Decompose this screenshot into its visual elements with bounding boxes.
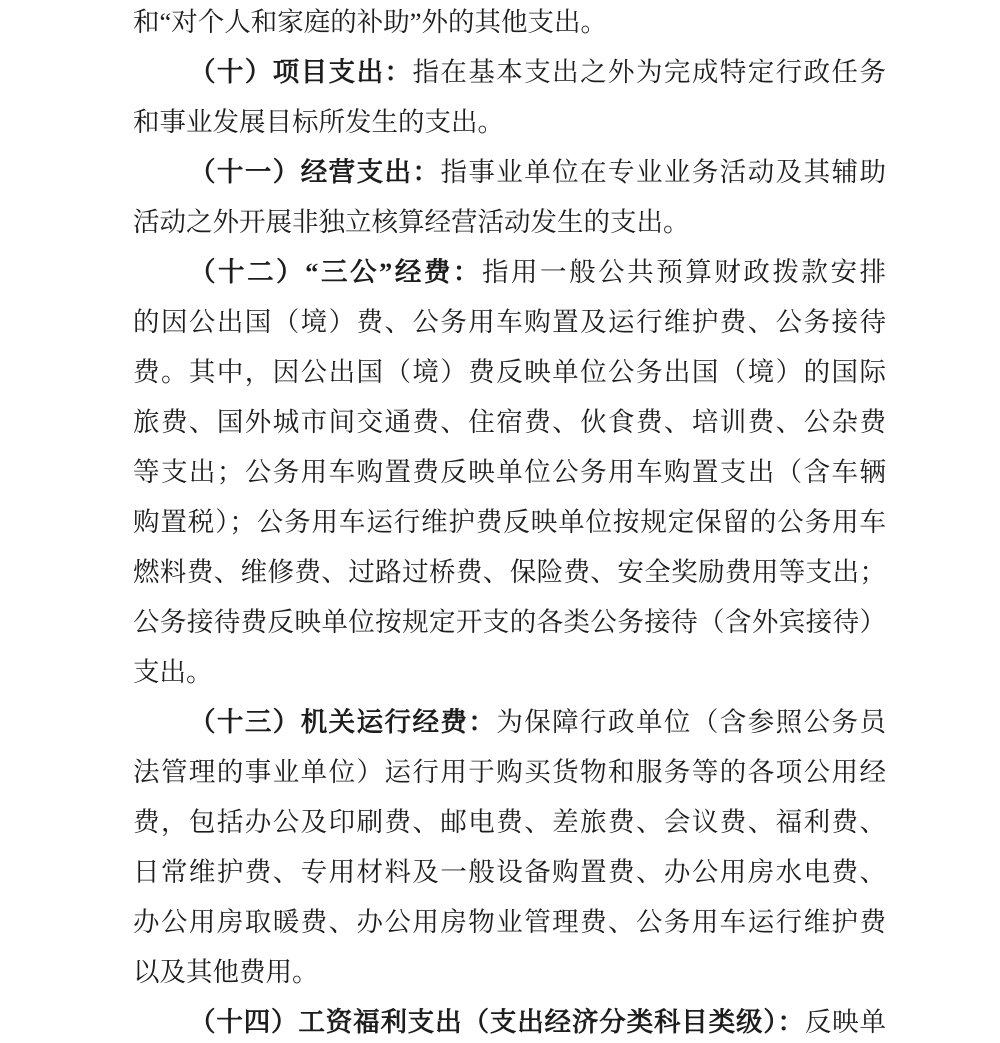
text-line: [133, 347, 886, 397]
body-text-segment: 燃料费、维修费、过路过桥费、保险费、安全奖励费用等支出；: [133, 557, 886, 587]
text-line: [133, 947, 886, 997]
body-text-segment: 购置税）；公务用车运行维护费反映单位按规定保留的公务用车: [133, 507, 886, 537]
body-text-segment: 以及其他费用。: [133, 957, 319, 987]
text-line: [133, 147, 886, 197]
body-text-segment: 的因公出国（境）费、公务用车购置及运行维护费、公务接待: [133, 307, 886, 337]
text-line: [133, 547, 886, 597]
body-text-segment: 指用一般公共预算财政拨款安排: [481, 257, 887, 287]
body-text-segment: 公务接待费反映单位按规定开支的各类公务接待（含外宾接待）: [133, 607, 886, 637]
text-line: [133, 847, 886, 897]
body-text-segment: 日常维护费、专用材料及一般设备购置费、办公用房水电费、: [133, 857, 886, 887]
text-line: [133, 47, 886, 97]
text-line: [133, 197, 886, 247]
section-heading-segment: （十一）经营支出：: [189, 157, 441, 187]
body-text-segment: 旅费、国外城市间交通费、住宿费、伙食费、培训费、公杂费: [133, 407, 886, 437]
section-heading-segment: （十二）“三公”经费：: [189, 257, 482, 287]
body-text-segment: 费。其中，因公出国（境）费反映单位公务出国（境）的国际: [133, 357, 886, 387]
body-text-segment: 指事业单位在专业业务活动及其辅助: [440, 157, 886, 187]
body-text-segment: 支出。: [133, 657, 213, 687]
body-text-segment: 活动之外开展非独立核算经营活动发生的支出。: [133, 207, 690, 237]
body-text-segment: 法管理的事业单位）运行用于购买货物和服务等的各项公用经: [133, 757, 886, 787]
body-text-segment: 为保障行政单位（含参照公务员: [496, 707, 886, 737]
section-heading-segment: （十四）工资福利支出（支出经济分类科目类级）：: [189, 1007, 805, 1037]
text-line: [133, 447, 886, 497]
text-line: [133, 97, 886, 147]
body-text-segment: 办公用房取暖费、办公用房物业管理费、公务用车运行维护费: [133, 907, 886, 937]
text-line: [133, 797, 886, 847]
text-line: [133, 247, 886, 297]
section-heading-segment: （十三）机关运行经费：: [189, 707, 497, 737]
text-line: [133, 647, 886, 697]
text-line: [133, 997, 886, 1043]
body-text-segment: 和事业发展目标所发生的支出。: [133, 107, 504, 137]
text-line: [133, 397, 886, 447]
body-text-segment: 指在基本支出之外为完成特定行政任务: [412, 57, 886, 87]
text-line: [133, 597, 886, 647]
text-line: [133, 297, 886, 347]
body-text-segment: 费，包括办公及印刷费、邮电费、差旅费、会议费、福利费、: [133, 807, 886, 837]
body-text-segment: 等支出；公务用车购置费反映单位公务用车购置支出（含车辆: [133, 457, 886, 487]
body-text-segment: 和“对个人和家庭的补助”外的其他支出。: [133, 7, 608, 37]
text-line: [133, 897, 886, 947]
body-text-segment: 反映单: [804, 1007, 887, 1037]
text-line: [133, 0, 886, 47]
text-line: [133, 697, 886, 747]
text-line: [133, 497, 886, 547]
text-line: [133, 747, 886, 797]
section-heading-segment: （十）项目支出：: [189, 57, 413, 87]
document-text-block: [133, 0, 886, 1043]
